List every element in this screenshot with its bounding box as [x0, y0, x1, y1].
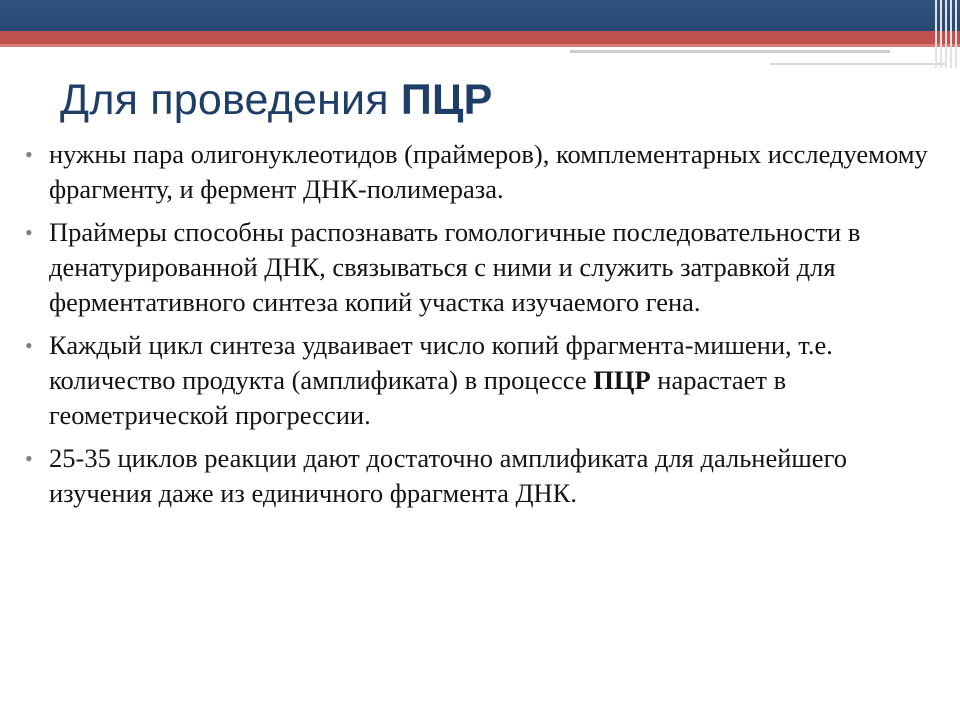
- slide-title: [60, 76, 493, 125]
- bullet-text-part: Каждый цикл синтеза удваивает число копий фрагмента-мишени, т.е. количество продукта (амплификата) в процессе: [49, 330, 833, 395]
- bullet-text-part: нарастает в геометрической прогрессии.: [49, 365, 787, 430]
- header-band-red-shade: [0, 44, 960, 47]
- bullet-text: 25-35 циклов реакции дают достаточно амплификата для дальнейшего изучения даже из единичного фрагмента ДНК.: [49, 443, 848, 508]
- bullet-list: [0, 137, 960, 519]
- header-band-navy: [0, 0, 960, 31]
- header-band-red: [0, 31, 960, 45]
- title-emphasis: ПЦР: [400, 76, 493, 124]
- bullet-icon: •: [25, 220, 33, 245]
- bullet-text: нужны пара олигонуклеотидов (праймеров), комплементарных исследуемому фрагменту, и фермент ДНК-полимераза.: [49, 139, 928, 204]
- bullet-icon: •: [25, 446, 33, 471]
- decor-vertical-stripes: [933, 0, 960, 68]
- bullet-item: [0, 441, 960, 511]
- bullet-item: [0, 215, 960, 320]
- bullet-item: [0, 137, 960, 207]
- bullet-text-emphasis: ПЦР: [593, 365, 651, 395]
- decor-line: [570, 50, 890, 53]
- bullet-icon: •: [25, 333, 33, 358]
- bullet-text: [49, 328, 954, 433]
- title-text: Для проведения: [60, 76, 401, 124]
- decor-line: [770, 63, 946, 65]
- bullet-icon: •: [25, 142, 33, 167]
- bullet-text: Праймеры способны распознавать гомологичные последовательности в денатурированной ДНК, связываться с ними и служить затравкой для ферментативного синтеза копий участка изучаемого гена.: [49, 217, 861, 317]
- bullet-item: [0, 328, 960, 433]
